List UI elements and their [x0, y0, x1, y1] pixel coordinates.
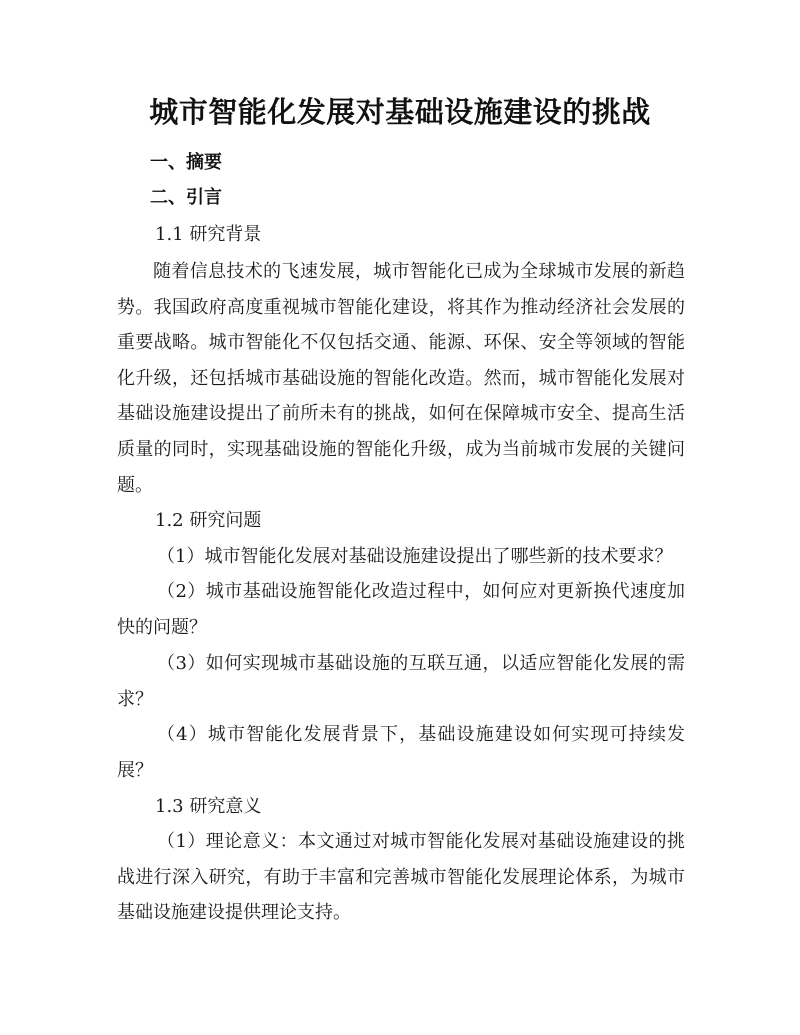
- section-heading-abstract: 一、摘要: [150, 152, 222, 173]
- document-title: 城市智能化发展对基础设施建设的挑战: [149, 95, 651, 129]
- subsection-heading-background: 1.1 研究背景: [155, 224, 262, 245]
- research-question-4: （4）城市智能化发展背景下，基础设施建设如何实现可持续发展？: [117, 724, 685, 781]
- subsection-heading-significance: 1.3 研究意义: [155, 796, 262, 817]
- subsection-heading-questions: 1.2 研究问题: [155, 510, 262, 531]
- significance-item-1: （1）理论意义：本文通过对城市智能化发展对基础设施建设的挑战进行深入研究，有助于丰富和完善城市智能化发展理论体系，为城市基础设施建设提供理论支持。: [117, 831, 685, 924]
- research-question-1: （1）城市智能化发展对基础设施建设提出了哪些新的技术要求？: [157, 546, 673, 567]
- research-question-3: （3）如何实现城市基础设施的互联互通，以适应智能化发展的需求？: [117, 653, 685, 710]
- research-question-2: （2）城市基础设施智能化改造过程中，如何应对更新换代速度加快的问题？: [117, 581, 685, 638]
- section-heading-introduction: 二、引言: [150, 187, 222, 208]
- paragraph-background: 随着信息技术的飞速发展，城市智能化已成为全球城市发展的新趋势。我国政府高度重视城市智能化建设，将其作为推动经济社会发展的重要战略。城市智能化不仅包括交通、能源、环保、安全等领域的智能化升级，还包括城市基础设施的智能化改造。然而，城市智能化发展对基础设施建设提出了前所未有的挑战，如何在保障城市安全、提高生活质量的同时，实现基础设施的智能化升级，成为当前城市发展的关键问题。: [117, 261, 685, 496]
